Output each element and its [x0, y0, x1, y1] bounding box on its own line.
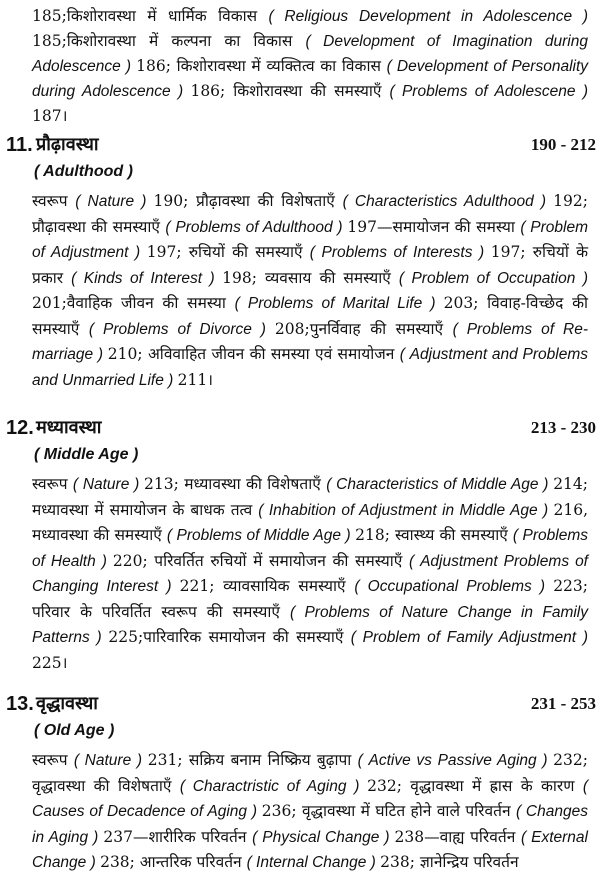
english-term: ( Problems of Adulthood ) — [165, 218, 348, 236]
english-term: ( Physical Change ) — [252, 828, 395, 846]
english-term: ( Characteristics Adulthood ) — [342, 193, 554, 210]
chapter-title: वृद्धावस्था — [36, 693, 98, 714]
intro-paragraph — [32, 4, 588, 129]
english-term: ( Problem of Occupation ) — [398, 269, 588, 287]
english-term: ( Development of Imagination during Adolescence ) — [32, 33, 588, 75]
chapter-number: 12. — [6, 417, 34, 439]
chapter-page-range: 190 - 212 — [530, 135, 596, 154]
english-term: ( Adjustment and Problems and Unmarried Life ) — [32, 346, 588, 389]
chapter-body: स्वरूप ( Nature ) 190; प्रौढ़ावस्था की विशेषताएँ ( Characteristics Adulthood ) 192; प्रौढ़ावस्था की समस्याएँ ( Problems of Adulthood ) 197—समायोजन की समस्या ( Problem of Adjustment ) 197; रुचियों की समस्याएँ ( Problems of Interests ) 197; रुचियों के प्रकार ( Kinds of Interest ) 198; व्यवसाय की समस्याएँ ( Problem of Occupation ) 201;वैवाहिक जीवन की समस्या ( Problems of Marital Life ) 203; विवाह-विच्छेद की समस्याएँ ( Problems of Divorce ) 208;पुनर्विवाह की समस्याएँ ( Problems of Re-marriage ) 210; अविवाहित जीवन की समस्या एवं समायोजन ( Adjustment and Problems and Unmarried Life ) 211। — [32, 192, 588, 389]
english-term: ( Nature ) — [75, 193, 154, 210]
chapter-title: मध्यावस्था — [36, 417, 102, 438]
english-term: ( Problem of Family Adjustment ) — [350, 629, 588, 646]
chapter-subtitle: ( Adulthood ) — [34, 163, 133, 180]
english-term: ( Occupational Problems ) — [354, 578, 554, 595]
chapter-title: प्रौढ़ावस्था — [36, 134, 99, 155]
chapter-page-range: 213 - 230 — [530, 418, 596, 437]
english-term: ( Changes in Aging ) — [32, 803, 588, 846]
english-term: ( Problems of Re-marriage ) — [32, 320, 588, 363]
english-term: ( Charactristic of Aging ) — [179, 777, 368, 795]
english-term: ( Causes of Decadence of Aging ) — [32, 777, 588, 820]
english-term: ( Problems of Interests ) — [309, 244, 491, 261]
english-term: ( Inhabition of Adjustment in Middle Age ) — [258, 501, 554, 519]
chapter-13 — [0, 690, 600, 876]
english-term: ( Internal Change ) — [246, 854, 381, 871]
english-term: ( Problems of Middle Age ) — [166, 527, 356, 544]
english-term: ( Problems of Marital Life ) — [234, 295, 444, 312]
chapter-heading — [0, 131, 600, 159]
chapter-subtitle: ( Old Age ) — [34, 722, 115, 739]
english-term: ( Nature ) — [72, 476, 145, 493]
chapter-heading — [0, 690, 600, 718]
chapter-body: स्वरूप ( Nature ) 231; सक्रिय बनाम निष्क्रिय बुढ़ापा ( Active vs Passive Aging ) 232; वृद्धावस्था की विशेषताएँ ( Charactristic of Aging ) 232; वृद्धावस्था में ह्रास के कारण ( Causes of Decadence of Aging ) 236; वृद्धावस्था में घटित होने वाले परिवर्तन ( Changes in Aging ) 237—शारीरिक परिवर्तन ( Physical Change ) 238—वाह्य परिवर्तन ( External Change ) 238; आन्तरिक परिवर्तन ( Internal Change ) 238; ज्ञानेन्द्रिय परिवर्तन — [32, 751, 588, 871]
chapter-page-range: 231 - 253 — [530, 694, 596, 713]
english-term: ( Adjustment Problems of Changing Interest ) — [32, 552, 588, 595]
english-term: ( Nature ) — [73, 752, 148, 769]
english-term: ( Problem of Adjustment ) — [32, 218, 588, 261]
english-term: ( Development of Personality during Adolescence ) — [32, 58, 589, 100]
english-term: ( Kinds of Interest ) — [71, 269, 223, 287]
english-term: ( Problems of Adolescene ) — [389, 83, 588, 100]
chapter-heading — [0, 414, 600, 442]
chapter-number: 13. — [6, 693, 34, 715]
english-term: ( Problems of Health ) — [32, 527, 589, 570]
english-term: ( External Change ) — [32, 828, 588, 871]
intro-text: 185;किशोरावस्था में धार्मिक विकास ( Religious Development in Adolescence ) 185;किशोरावस्था में कल्पना का विकास ( Development of Imagination during Adolescence ) 186; किशोरावस्था में व्यक्तित्व का विकास ( Development of Personality during Adolescence ) 186; किशोरावस्था की समस्याएँ ( Problems of Adolescene ) 187। — [32, 7, 589, 125]
chapter-11 — [0, 131, 600, 393]
english-term: ( Characteristics of Middle Age ) — [326, 476, 554, 493]
english-term: ( Active vs Passive Aging ) — [357, 752, 554, 769]
english-term: ( Problems of Nature Change in Family Patterns ) — [32, 603, 588, 646]
chapter-12 — [0, 414, 600, 675]
chapter-subtitle: ( Middle Age ) — [34, 446, 139, 463]
chapter-number: 11. — [6, 134, 33, 156]
english-term: ( Problems of Divorce ) — [88, 320, 275, 338]
chapter-body: स्वरूप ( Nature ) 213; मध्यावस्था की विशेषताएँ ( Characteristics of Middle Age ) 214; मध्यावस्था में समायोजन के बाधक तत्व ( Inhabition of Adjustment in Middle Age ) 216, मध्यावस्था की समस्याएँ ( Problems of Middle Age ) 218; स्वास्थ्य की समस्याएँ ( Problems of Health ) 220; परिवर्तित रुचियों में समायोजन की समस्याएँ ( Adjustment Problems of Changing Interest ) 221; व्यावसायिक समस्याएँ ( Occupational Problems ) 223; परिवार के परिवर्तित स्वरूप की समस्याएँ ( Problems of Nature Change in Family Patterns ) 225;पारिवारिक समायोजन की समस्याएँ ( Problem of Family Adjustment ) 225। — [32, 475, 589, 672]
english-term: ( Religious Development in Adolescence ) — [268, 8, 588, 25]
